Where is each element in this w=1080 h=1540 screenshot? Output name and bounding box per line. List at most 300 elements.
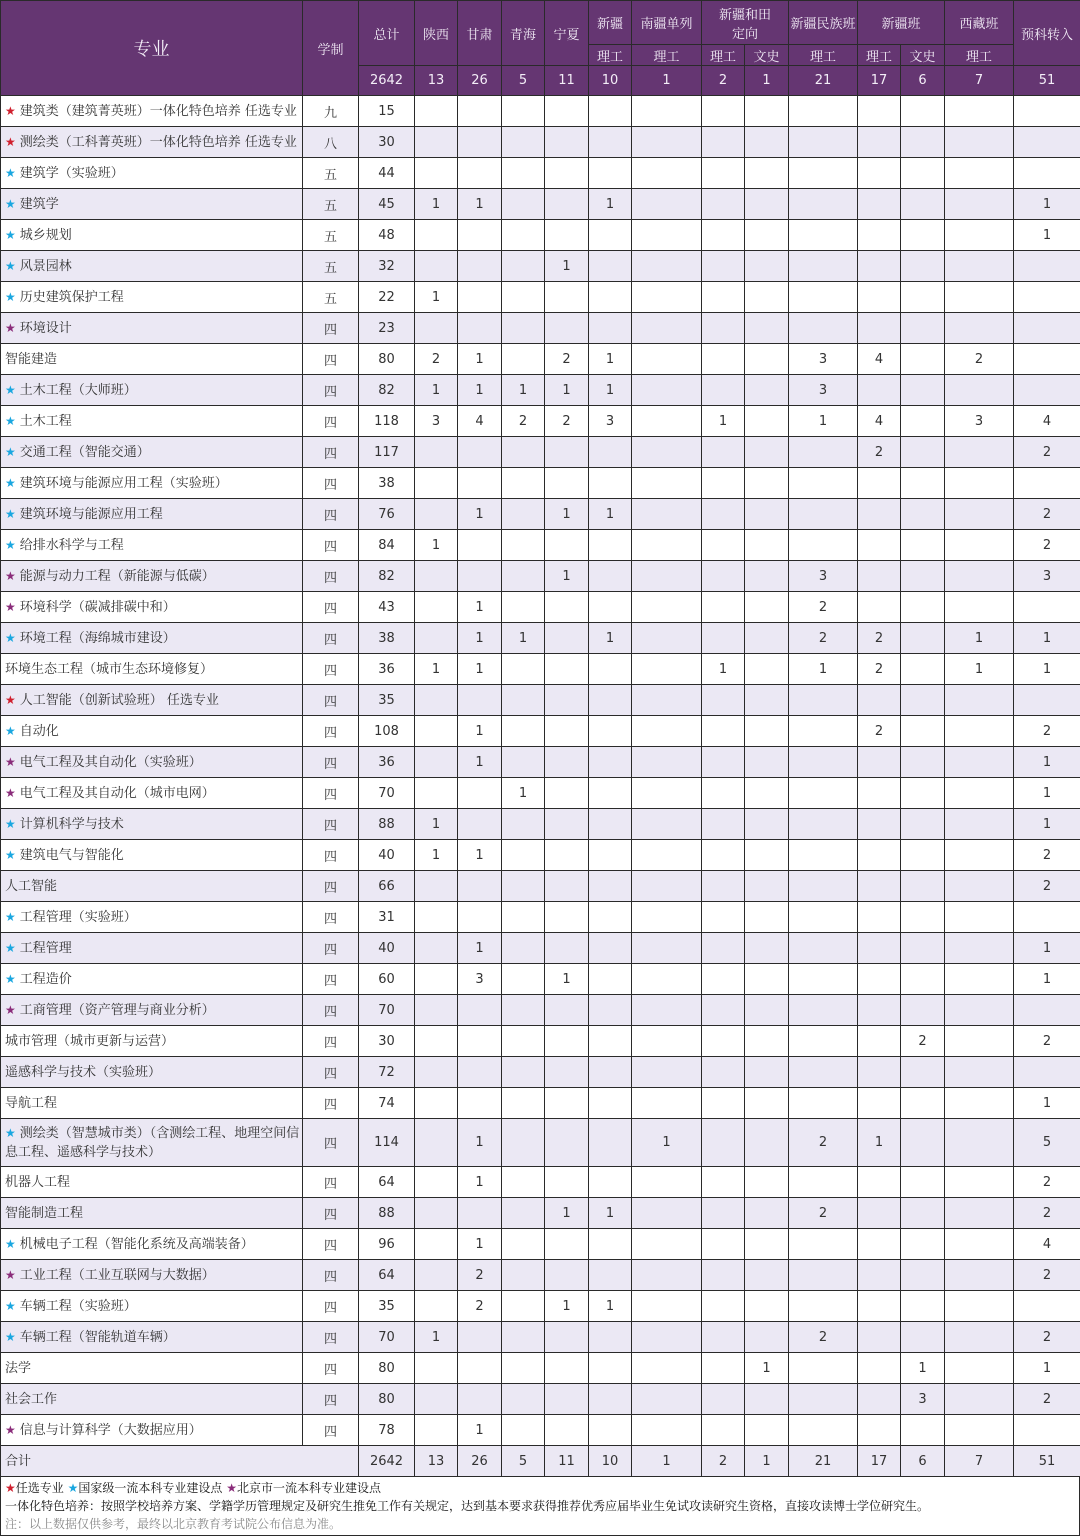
quota-cell <box>789 1415 858 1446</box>
quota-cell <box>945 313 1014 344</box>
total-cell: 40 <box>359 840 415 871</box>
grand-total-value: 5 <box>502 1446 545 1477</box>
quota-cell <box>415 995 458 1026</box>
quota-cell <box>415 716 458 747</box>
major-name-cell <box>1 871 303 902</box>
quota-cell <box>745 1322 789 1353</box>
quota-cell <box>745 716 789 747</box>
quota-cell: 5 <box>1014 1119 1080 1167</box>
quota-cell: 4 <box>858 406 901 437</box>
quota-cell <box>945 375 1014 406</box>
quota-cell <box>545 1167 589 1198</box>
quota-cell <box>545 189 589 220</box>
total-cell: 82 <box>359 375 415 406</box>
quota-cell <box>945 1088 1014 1119</box>
duration-cell: 四 <box>303 1167 359 1198</box>
quota-cell <box>702 468 745 499</box>
total-cell: 35 <box>359 685 415 716</box>
quota-cell <box>745 902 789 933</box>
quota-cell <box>1014 468 1080 499</box>
quota-cell <box>945 716 1014 747</box>
quota-cell <box>458 251 502 282</box>
table-row <box>1 592 1080 623</box>
star-blue-icon: ★ <box>5 227 16 242</box>
major-name-cell <box>1 561 303 592</box>
total-cell: 80 <box>359 1353 415 1384</box>
quota-cell <box>415 1415 458 1446</box>
quota-cell <box>901 778 945 809</box>
quota-cell <box>745 995 789 1026</box>
quota-cell <box>415 437 458 468</box>
star-blue-icon: ★ <box>5 444 16 459</box>
quota-cell <box>745 282 789 313</box>
total-cell: 117 <box>359 437 415 468</box>
quota-cell <box>945 158 1014 189</box>
major-name: 建筑学（实验班） <box>19 165 124 181</box>
major-name-cell <box>1 437 303 468</box>
quota-cell <box>858 96 901 127</box>
major-name: 车辆工程（实验班） <box>19 1298 137 1314</box>
quota-cell: 2 <box>1014 1260 1080 1291</box>
total-cell: 48 <box>359 220 415 251</box>
quota-cell <box>589 654 632 685</box>
quota-cell <box>589 1415 632 1446</box>
total-cell: 45 <box>359 189 415 220</box>
quota-cell <box>789 1088 858 1119</box>
quota-cell <box>502 685 545 716</box>
quota-cell <box>502 282 545 313</box>
quota-cell <box>901 902 945 933</box>
table-row <box>1 1415 1080 1446</box>
quota-cell <box>702 220 745 251</box>
total-cell: 43 <box>359 592 415 623</box>
quota-cell <box>415 1167 458 1198</box>
quota-cell <box>415 747 458 778</box>
quota-cell: 2 <box>858 623 901 654</box>
quota-cell: 2 <box>1014 530 1080 561</box>
quota-cell <box>589 592 632 623</box>
quota-cell <box>502 964 545 995</box>
major-name-cell <box>1 220 303 251</box>
total-cell: 22 <box>359 282 415 313</box>
quota-cell <box>545 933 589 964</box>
major-name-cell <box>1 778 303 809</box>
quota-cell <box>415 778 458 809</box>
quota-cell <box>702 1291 745 1322</box>
quota-cell <box>458 437 502 468</box>
header-xinjiang: 新疆 <box>589 1 632 45</box>
table-row <box>1 1198 1080 1229</box>
quota-cell: 1 <box>458 189 502 220</box>
quota-cell <box>502 251 545 282</box>
quota-cell <box>745 96 789 127</box>
star-blue-icon: ★ <box>5 847 16 862</box>
table-header <box>1 1 1080 96</box>
quota-cell <box>502 468 545 499</box>
quota-cell <box>415 561 458 592</box>
quota-cell <box>502 96 545 127</box>
quota-cell <box>458 1026 502 1057</box>
quota-cell <box>789 747 858 778</box>
quota-cell: 3 <box>589 406 632 437</box>
quota-cell <box>945 1353 1014 1384</box>
major-name-cell <box>1 964 303 995</box>
table-row <box>1 282 1080 313</box>
quota-cell <box>589 995 632 1026</box>
star-blue-icon: ★ <box>5 816 16 831</box>
quota-cell <box>702 1322 745 1353</box>
quota-cell <box>945 499 1014 530</box>
quota-cell <box>901 685 945 716</box>
header-prep: 预科转入 <box>1014 1 1080 66</box>
quota-cell <box>901 716 945 747</box>
quota-cell <box>502 871 545 902</box>
quota-cell <box>901 158 945 189</box>
quota-cell <box>745 747 789 778</box>
quota-cell <box>1014 251 1080 282</box>
quota-cell <box>858 282 901 313</box>
quota-cell <box>789 1167 858 1198</box>
quota-cell: 3 <box>789 344 858 375</box>
quota-cell <box>545 809 589 840</box>
quota-cell <box>589 840 632 871</box>
quota-cell: 2 <box>858 437 901 468</box>
quota-cell <box>632 1415 702 1446</box>
total-cell: 44 <box>359 158 415 189</box>
quota-cell <box>502 1322 545 1353</box>
quota-cell <box>458 871 502 902</box>
quota-cell: 1 <box>415 530 458 561</box>
quota-cell <box>632 530 702 561</box>
table-row <box>1 406 1080 437</box>
quota-cell <box>632 561 702 592</box>
major-name: 环境生态工程（城市生态环境修复） <box>5 661 214 677</box>
quota-cell <box>901 406 945 437</box>
major-name: 法学 <box>5 1360 32 1376</box>
quota-cell <box>745 158 789 189</box>
quota-cell <box>502 1198 545 1229</box>
quota-cell <box>502 1384 545 1415</box>
major-name-cell <box>1 933 303 964</box>
quota-cell <box>945 1167 1014 1198</box>
duration-cell: 四 <box>303 809 359 840</box>
major-name-cell <box>1 1026 303 1057</box>
duration-cell: 四 <box>303 685 359 716</box>
quota-cell <box>858 127 901 158</box>
quota-cell <box>415 158 458 189</box>
quota-cell <box>502 158 545 189</box>
quota-cell <box>545 747 589 778</box>
quota-cell <box>415 902 458 933</box>
quota-cell <box>745 344 789 375</box>
quota-cell <box>632 871 702 902</box>
quota-cell <box>945 251 1014 282</box>
quota-cell <box>589 127 632 158</box>
star-red-icon: ★ <box>5 1481 16 1495</box>
quota-cell: 3 <box>945 406 1014 437</box>
quota-cell <box>545 530 589 561</box>
quota-cell <box>1014 344 1080 375</box>
quota-cell <box>632 716 702 747</box>
major-name: 城乡规划 <box>19 227 72 243</box>
table-row <box>1 437 1080 468</box>
quota-cell: 1 <box>458 375 502 406</box>
major-name-cell <box>1 995 303 1026</box>
header-total-value: 2642 <box>359 66 415 96</box>
quota-cell: 1 <box>589 623 632 654</box>
quota-cell <box>789 158 858 189</box>
table-row <box>1 685 1080 716</box>
quota-cell <box>858 933 901 964</box>
quota-cell <box>502 1167 545 1198</box>
quota-cell: 1 <box>1014 189 1080 220</box>
grand-total-value: 6 <box>901 1446 945 1477</box>
quota-cell <box>502 1057 545 1088</box>
quota-cell <box>745 809 789 840</box>
quota-cell: 1 <box>1014 964 1080 995</box>
quota-cell <box>1014 1057 1080 1088</box>
total-cell: 108 <box>359 716 415 747</box>
duration-cell: 四 <box>303 1198 359 1229</box>
major-name: 车辆工程（智能轨道车辆） <box>19 1329 176 1345</box>
major-name-cell <box>1 344 303 375</box>
header-ningxia: 宁夏 <box>545 1 589 66</box>
total-cell: 66 <box>359 871 415 902</box>
duration-cell: 四 <box>303 561 359 592</box>
quota-cell <box>945 1384 1014 1415</box>
quota-cell: 2 <box>1014 871 1080 902</box>
quota-cell <box>745 1291 789 1322</box>
total-cell: 88 <box>359 809 415 840</box>
quota-cell <box>545 437 589 468</box>
header-tibet: 西藏班 <box>945 1 1014 45</box>
grand-total-value: 2642 <box>359 1446 415 1477</box>
quota-cell <box>589 871 632 902</box>
major-name: 土木工程 <box>19 413 72 429</box>
quota-cell: 2 <box>945 344 1014 375</box>
total-cell: 64 <box>359 1167 415 1198</box>
header-total: 总计 <box>359 1 415 66</box>
quota-cell <box>589 902 632 933</box>
quota-cell: 1 <box>545 964 589 995</box>
table-row <box>1 1384 1080 1415</box>
quota-cell <box>901 747 945 778</box>
header-sub-science: 理工 <box>589 45 632 66</box>
quota-cell: 1 <box>702 406 745 437</box>
quota-cell <box>745 530 789 561</box>
star-blue-icon: ★ <box>5 1329 16 1344</box>
major-name: 自动化 <box>19 723 59 739</box>
quota-cell: 1 <box>415 809 458 840</box>
header-xj-class: 新疆班 <box>858 1 945 45</box>
quota-cell <box>458 809 502 840</box>
quota-cell <box>415 220 458 251</box>
quota-cell: 2 <box>789 1322 858 1353</box>
quota-cell: 1 <box>1014 220 1080 251</box>
quota-cell <box>945 995 1014 1026</box>
quota-cell <box>745 251 789 282</box>
quota-cell <box>545 313 589 344</box>
quota-cell: 1 <box>415 840 458 871</box>
quota-cell: 4 <box>1014 1229 1080 1260</box>
header-total-value: 5 <box>502 66 545 96</box>
quota-cell <box>901 530 945 561</box>
quota-cell <box>745 623 789 654</box>
duration-cell: 五 <box>303 158 359 189</box>
total-cell: 38 <box>359 468 415 499</box>
major-name: 交通工程（智能交通） <box>19 444 150 460</box>
quota-cell: 1 <box>458 747 502 778</box>
quota-cell <box>415 1119 458 1167</box>
quota-cell <box>702 902 745 933</box>
major-name: 工商管理（资产管理与商业分析） <box>19 1002 215 1018</box>
quota-cell <box>945 871 1014 902</box>
quota-cell <box>545 840 589 871</box>
quota-cell <box>632 1057 702 1088</box>
quota-cell <box>901 561 945 592</box>
quota-cell <box>945 809 1014 840</box>
quota-cell <box>901 1198 945 1229</box>
quota-cell <box>632 1322 702 1353</box>
quota-cell <box>415 1198 458 1229</box>
quota-cell <box>901 189 945 220</box>
quota-cell <box>858 964 901 995</box>
quota-cell <box>745 964 789 995</box>
major-name: 风景园林 <box>19 258 72 274</box>
quota-cell: 2 <box>1014 1322 1080 1353</box>
quota-cell <box>858 375 901 406</box>
quota-cell <box>745 933 789 964</box>
quota-cell <box>745 499 789 530</box>
quota-cell <box>502 654 545 685</box>
grand-total-row <box>1 1446 1080 1477</box>
table-row <box>1 1353 1080 1384</box>
quota-cell <box>858 685 901 716</box>
duration-cell: 四 <box>303 1353 359 1384</box>
quota-cell <box>1014 282 1080 313</box>
table-row <box>1 344 1080 375</box>
quota-cell <box>415 313 458 344</box>
duration-cell: 四 <box>303 716 359 747</box>
table-row <box>1 716 1080 747</box>
major-name-cell <box>1 158 303 189</box>
quota-cell: 1 <box>589 375 632 406</box>
quota-cell <box>789 840 858 871</box>
quota-cell <box>901 96 945 127</box>
quota-cell <box>589 778 632 809</box>
quota-cell: 1 <box>415 1322 458 1353</box>
quota-cell: 3 <box>789 561 858 592</box>
quota-cell <box>589 1088 632 1119</box>
grand-total-value: 1 <box>632 1446 702 1477</box>
quota-cell: 1 <box>1014 809 1080 840</box>
major-name: 测绘类（智慧城市类）（含测绘工程、地理空间信息工程、遥感科学与技术） <box>5 1125 300 1160</box>
header-sub-science: 理工 <box>632 45 702 66</box>
major-name-cell <box>1 1415 303 1446</box>
quota-cell <box>632 809 702 840</box>
quota-cell: 2 <box>858 654 901 685</box>
quota-cell <box>702 1119 745 1167</box>
quota-cell <box>901 344 945 375</box>
table-row <box>1 623 1080 654</box>
star-blue-icon: ★ <box>5 506 16 521</box>
quota-cell <box>458 158 502 189</box>
quota-cell: 1 <box>945 623 1014 654</box>
quota-cell <box>945 840 1014 871</box>
quota-cell <box>945 747 1014 778</box>
duration-cell: 四 <box>303 933 359 964</box>
total-cell: 78 <box>359 1415 415 1446</box>
quota-cell <box>789 1353 858 1384</box>
major-name-cell <box>1 189 303 220</box>
star-blue-icon: ★ <box>5 165 16 180</box>
quota-cell <box>415 592 458 623</box>
quota-cell <box>945 437 1014 468</box>
table-row <box>1 189 1080 220</box>
header-sub-science: 理工 <box>702 45 745 66</box>
quota-cell <box>745 1229 789 1260</box>
quota-cell <box>458 127 502 158</box>
table-row <box>1 778 1080 809</box>
quota-cell <box>589 313 632 344</box>
duration-cell: 四 <box>303 1088 359 1119</box>
quota-cell <box>502 189 545 220</box>
duration-cell: 四 <box>303 623 359 654</box>
quota-cell <box>901 499 945 530</box>
major-name: 人工智能 <box>5 878 58 894</box>
star-blue-icon: ★ <box>5 196 16 211</box>
quota-cell <box>545 220 589 251</box>
major-name-cell <box>1 747 303 778</box>
grand-total-value: 10 <box>589 1446 632 1477</box>
quota-cell <box>545 1057 589 1088</box>
quota-cell <box>745 1057 789 1088</box>
quota-cell <box>415 1384 458 1415</box>
duration-cell: 八 <box>303 127 359 158</box>
quota-cell: 1 <box>502 778 545 809</box>
quota-cell <box>632 592 702 623</box>
quota-cell <box>789 995 858 1026</box>
quota-cell: 1 <box>458 933 502 964</box>
major-name-cell <box>1 623 303 654</box>
major-name-cell <box>1 809 303 840</box>
table-row <box>1 251 1080 282</box>
quota-cell: 1 <box>545 561 589 592</box>
quota-cell: 2 <box>415 344 458 375</box>
quota-cell <box>458 685 502 716</box>
quota-cell <box>415 933 458 964</box>
quota-cell <box>502 592 545 623</box>
quota-cell: 1 <box>589 189 632 220</box>
grand-total-value: 17 <box>858 1446 901 1477</box>
quota-cell <box>789 1057 858 1088</box>
quota-cell <box>858 1088 901 1119</box>
quota-cell <box>1014 313 1080 344</box>
quota-cell <box>545 1353 589 1384</box>
quota-cell <box>702 127 745 158</box>
major-name: 计算机科学与技术 <box>19 816 124 832</box>
table-row <box>1 871 1080 902</box>
quota-cell <box>789 251 858 282</box>
star-purple-icon: ★ <box>5 599 16 614</box>
quota-cell <box>545 1322 589 1353</box>
duration-cell: 四 <box>303 902 359 933</box>
quota-cell <box>858 747 901 778</box>
quota-cell <box>745 1026 789 1057</box>
quota-cell <box>702 1353 745 1384</box>
header-total-value: 7 <box>945 66 1014 96</box>
quota-cell <box>901 1088 945 1119</box>
